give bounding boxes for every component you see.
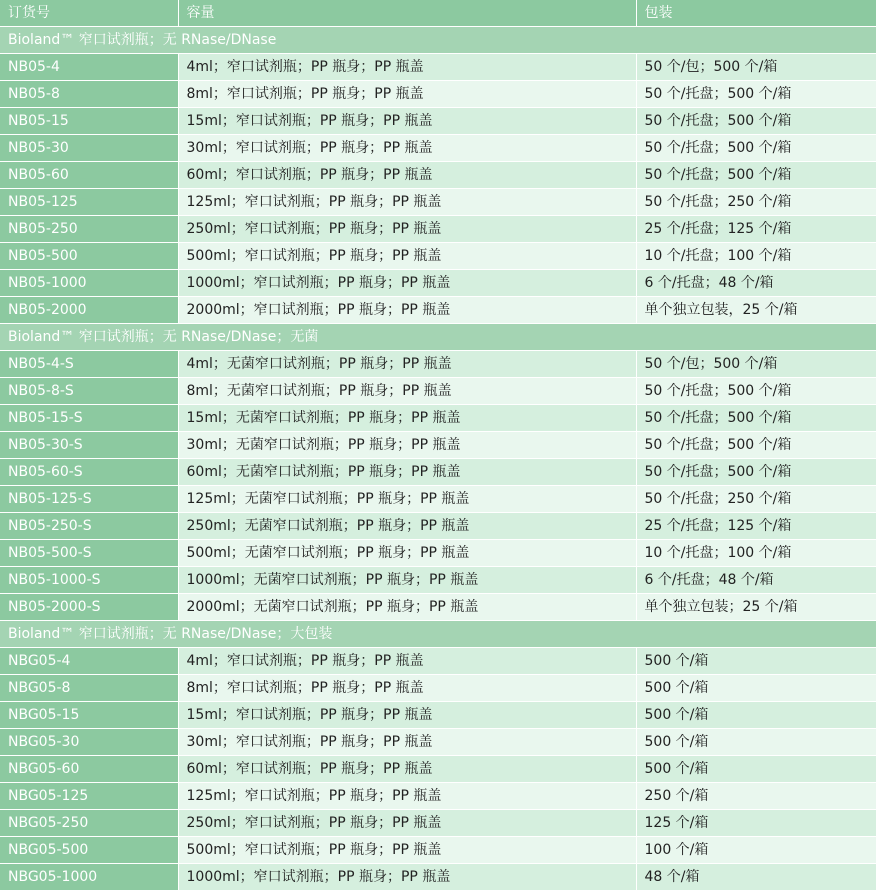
table-row xyxy=(0,567,876,594)
table-row xyxy=(0,351,876,378)
table-row xyxy=(0,81,876,108)
header-order-no: 订货号 xyxy=(0,0,178,27)
order-no-cell: NBG05-8 xyxy=(0,675,178,702)
capacity-cell: 8ml；无菌窄口试剂瓶；PP 瓶身；PP 瓶盖 xyxy=(178,378,636,405)
order-no-cell: NB05-125-S xyxy=(0,486,178,513)
order-no-cell: NB05-30-S xyxy=(0,432,178,459)
packaging-cell: 500 个/箱 xyxy=(636,729,876,756)
table-row xyxy=(0,378,876,405)
packaging-cell: 单个独立包装；25 个/箱 xyxy=(636,594,876,621)
order-no-cell: NB05-60 xyxy=(0,162,178,189)
order-no-cell: NB05-60-S xyxy=(0,459,178,486)
table-row xyxy=(0,648,876,675)
packaging-cell: 50 个/托盘；500 个/箱 xyxy=(636,432,876,459)
table-row xyxy=(0,594,876,621)
group-row xyxy=(0,324,876,351)
order-no-cell: NBG05-4 xyxy=(0,648,178,675)
packaging-cell: 单个独立包装，25 个/箱 xyxy=(636,297,876,324)
table-row xyxy=(0,108,876,135)
table-row xyxy=(0,675,876,702)
order-no-cell: NBG05-125 xyxy=(0,783,178,810)
capacity-cell: 60ml；无菌窄口试剂瓶；PP 瓶身；PP 瓶盖 xyxy=(178,459,636,486)
packaging-cell: 25 个/托盘；125 个/箱 xyxy=(636,513,876,540)
table-row xyxy=(0,189,876,216)
table-row xyxy=(0,756,876,783)
table-row xyxy=(0,837,876,864)
capacity-cell: 2000ml；窄口试剂瓶；PP 瓶身；PP 瓶盖 xyxy=(178,297,636,324)
packaging-cell: 500 个/箱 xyxy=(636,648,876,675)
order-no-cell: NB05-15-S xyxy=(0,405,178,432)
table-row xyxy=(0,540,876,567)
order-no-cell: NBG05-1000 xyxy=(0,864,178,891)
table-row xyxy=(0,783,876,810)
header-packaging: 包装 xyxy=(636,0,876,27)
capacity-cell: 30ml；无菌窄口试剂瓶；PP 瓶身；PP 瓶盖 xyxy=(178,432,636,459)
order-no-cell: NB05-500-S xyxy=(0,540,178,567)
table-row xyxy=(0,702,876,729)
packaging-cell: 50 个/包；500 个/箱 xyxy=(636,54,876,81)
order-no-cell: NB05-8 xyxy=(0,81,178,108)
table-row xyxy=(0,729,876,756)
packaging-cell: 48 个/箱 xyxy=(636,864,876,891)
order-no-cell: NB05-125 xyxy=(0,189,178,216)
capacity-cell: 8ml；窄口试剂瓶；PP 瓶身；PP 瓶盖 xyxy=(178,81,636,108)
capacity-cell: 125ml；窄口试剂瓶；PP 瓶身；PP 瓶盖 xyxy=(178,783,636,810)
capacity-cell: 500ml；窄口试剂瓶；PP 瓶身；PP 瓶盖 xyxy=(178,837,636,864)
packaging-cell: 500 个/箱 xyxy=(636,675,876,702)
capacity-cell: 1000ml；窄口试剂瓶；PP 瓶身；PP 瓶盖 xyxy=(178,864,636,891)
packaging-cell: 10 个/托盘；100 个/箱 xyxy=(636,243,876,270)
capacity-cell: 30ml；窄口试剂瓶；PP 瓶身；PP 瓶盖 xyxy=(178,135,636,162)
header-capacity: 容量 xyxy=(178,0,636,27)
group-row xyxy=(0,27,876,54)
packaging-cell: 500 个/箱 xyxy=(636,702,876,729)
order-no-cell: NB05-4-S xyxy=(0,351,178,378)
packaging-cell: 50 个/托盘；500 个/箱 xyxy=(636,378,876,405)
order-no-cell: NB05-250 xyxy=(0,216,178,243)
table-row xyxy=(0,54,876,81)
capacity-cell: 125ml；窄口试剂瓶；PP 瓶身；PP 瓶盖 xyxy=(178,189,636,216)
packaging-cell: 125 个/箱 xyxy=(636,810,876,837)
packaging-cell: 25 个/托盘；125 个/箱 xyxy=(636,216,876,243)
order-no-cell: NB05-250-S xyxy=(0,513,178,540)
capacity-cell: 4ml；窄口试剂瓶；PP 瓶身；PP 瓶盖 xyxy=(178,54,636,81)
packaging-cell: 250 个/箱 xyxy=(636,783,876,810)
table-row xyxy=(0,459,876,486)
table-row xyxy=(0,810,876,837)
order-no-cell: NB05-1000 xyxy=(0,270,178,297)
group-title: Bioland™ 窄口试剂瓶；无 RNase/DNase；大包装 xyxy=(0,621,876,648)
packaging-cell: 50 个/托盘；500 个/箱 xyxy=(636,81,876,108)
table-header xyxy=(0,0,876,27)
packaging-cell: 50 个/托盘；500 个/箱 xyxy=(636,108,876,135)
table-row xyxy=(0,162,876,189)
capacity-cell: 30ml；窄口试剂瓶；PP 瓶身；PP 瓶盖 xyxy=(178,729,636,756)
capacity-cell: 15ml；窄口试剂瓶；PP 瓶身；PP 瓶盖 xyxy=(178,108,636,135)
packaging-cell: 10 个/托盘；100 个/箱 xyxy=(636,540,876,567)
capacity-cell: 4ml；无菌窄口试剂瓶；PP 瓶身；PP 瓶盖 xyxy=(178,351,636,378)
order-no-cell: NB05-2000-S xyxy=(0,594,178,621)
capacity-cell: 500ml；无菌窄口试剂瓶；PP 瓶身；PP 瓶盖 xyxy=(178,540,636,567)
capacity-cell: 125ml；无菌窄口试剂瓶；PP 瓶身；PP 瓶盖 xyxy=(178,486,636,513)
table-row xyxy=(0,432,876,459)
table-row xyxy=(0,270,876,297)
capacity-cell: 60ml；窄口试剂瓶；PP 瓶身；PP 瓶盖 xyxy=(178,756,636,783)
header-row xyxy=(0,0,876,27)
order-no-cell: NB05-2000 xyxy=(0,297,178,324)
order-no-cell: NB05-15 xyxy=(0,108,178,135)
capacity-cell: 4ml；窄口试剂瓶；PP 瓶身；PP 瓶盖 xyxy=(178,648,636,675)
packaging-cell: 50 个/托盘；500 个/箱 xyxy=(636,135,876,162)
packaging-cell: 6 个/托盘；48 个/箱 xyxy=(636,270,876,297)
capacity-cell: 1000ml；无菌窄口试剂瓶；PP 瓶身；PP 瓶盖 xyxy=(178,567,636,594)
table-row xyxy=(0,297,876,324)
packaging-cell: 50 个/托盘；250 个/箱 xyxy=(636,189,876,216)
order-no-cell: NBG05-15 xyxy=(0,702,178,729)
capacity-cell: 2000ml；无菌窄口试剂瓶；PP 瓶身；PP 瓶盖 xyxy=(178,594,636,621)
packaging-cell: 50 个/托盘；250 个/箱 xyxy=(636,486,876,513)
table-row xyxy=(0,405,876,432)
capacity-cell: 1000ml；窄口试剂瓶；PP 瓶身；PP 瓶盖 xyxy=(178,270,636,297)
capacity-cell: 8ml；窄口试剂瓶；PP 瓶身；PP 瓶盖 xyxy=(178,675,636,702)
order-no-cell: NB05-500 xyxy=(0,243,178,270)
capacity-cell: 60ml；窄口试剂瓶；PP 瓶身；PP 瓶盖 xyxy=(178,162,636,189)
order-no-cell: NBG05-60 xyxy=(0,756,178,783)
packaging-cell: 50 个/托盘；500 个/箱 xyxy=(636,459,876,486)
table-body xyxy=(0,27,876,891)
capacity-cell: 250ml；窄口试剂瓶；PP 瓶身；PP 瓶盖 xyxy=(178,810,636,837)
order-no-cell: NB05-30 xyxy=(0,135,178,162)
capacity-cell: 500ml；窄口试剂瓶；PP 瓶身；PP 瓶盖 xyxy=(178,243,636,270)
packaging-cell: 50 个/托盘；500 个/箱 xyxy=(636,162,876,189)
capacity-cell: 15ml；无菌窄口试剂瓶；PP 瓶身；PP 瓶盖 xyxy=(178,405,636,432)
table-row xyxy=(0,243,876,270)
table-row xyxy=(0,135,876,162)
capacity-cell: 250ml；窄口试剂瓶；PP 瓶身；PP 瓶盖 xyxy=(178,216,636,243)
order-no-cell: NB05-8-S xyxy=(0,378,178,405)
capacity-cell: 15ml；窄口试剂瓶；PP 瓶身；PP 瓶盖 xyxy=(178,702,636,729)
order-no-cell: NB05-1000-S xyxy=(0,567,178,594)
table-row xyxy=(0,216,876,243)
packaging-cell: 6 个/托盘；48 个/箱 xyxy=(636,567,876,594)
packaging-cell: 50 个/包；500 个/箱 xyxy=(636,351,876,378)
table-row xyxy=(0,864,876,891)
capacity-cell: 250ml；无菌窄口试剂瓶；PP 瓶身；PP 瓶盖 xyxy=(178,513,636,540)
group-row xyxy=(0,621,876,648)
order-no-cell: NBG05-500 xyxy=(0,837,178,864)
order-no-cell: NBG05-250 xyxy=(0,810,178,837)
group-title: Bioland™ 窄口试剂瓶；无 RNase/DNase；无菌 xyxy=(0,324,876,351)
table-row xyxy=(0,513,876,540)
packaging-cell: 100 个/箱 xyxy=(636,837,876,864)
packaging-cell: 50 个/托盘；500 个/箱 xyxy=(636,405,876,432)
order-no-cell: NB05-4 xyxy=(0,54,178,81)
table-row xyxy=(0,486,876,513)
group-title: Bioland™ 窄口试剂瓶；无 RNase/DNase xyxy=(0,27,876,54)
packaging-cell: 500 个/箱 xyxy=(636,756,876,783)
order-no-cell: NBG05-30 xyxy=(0,729,178,756)
